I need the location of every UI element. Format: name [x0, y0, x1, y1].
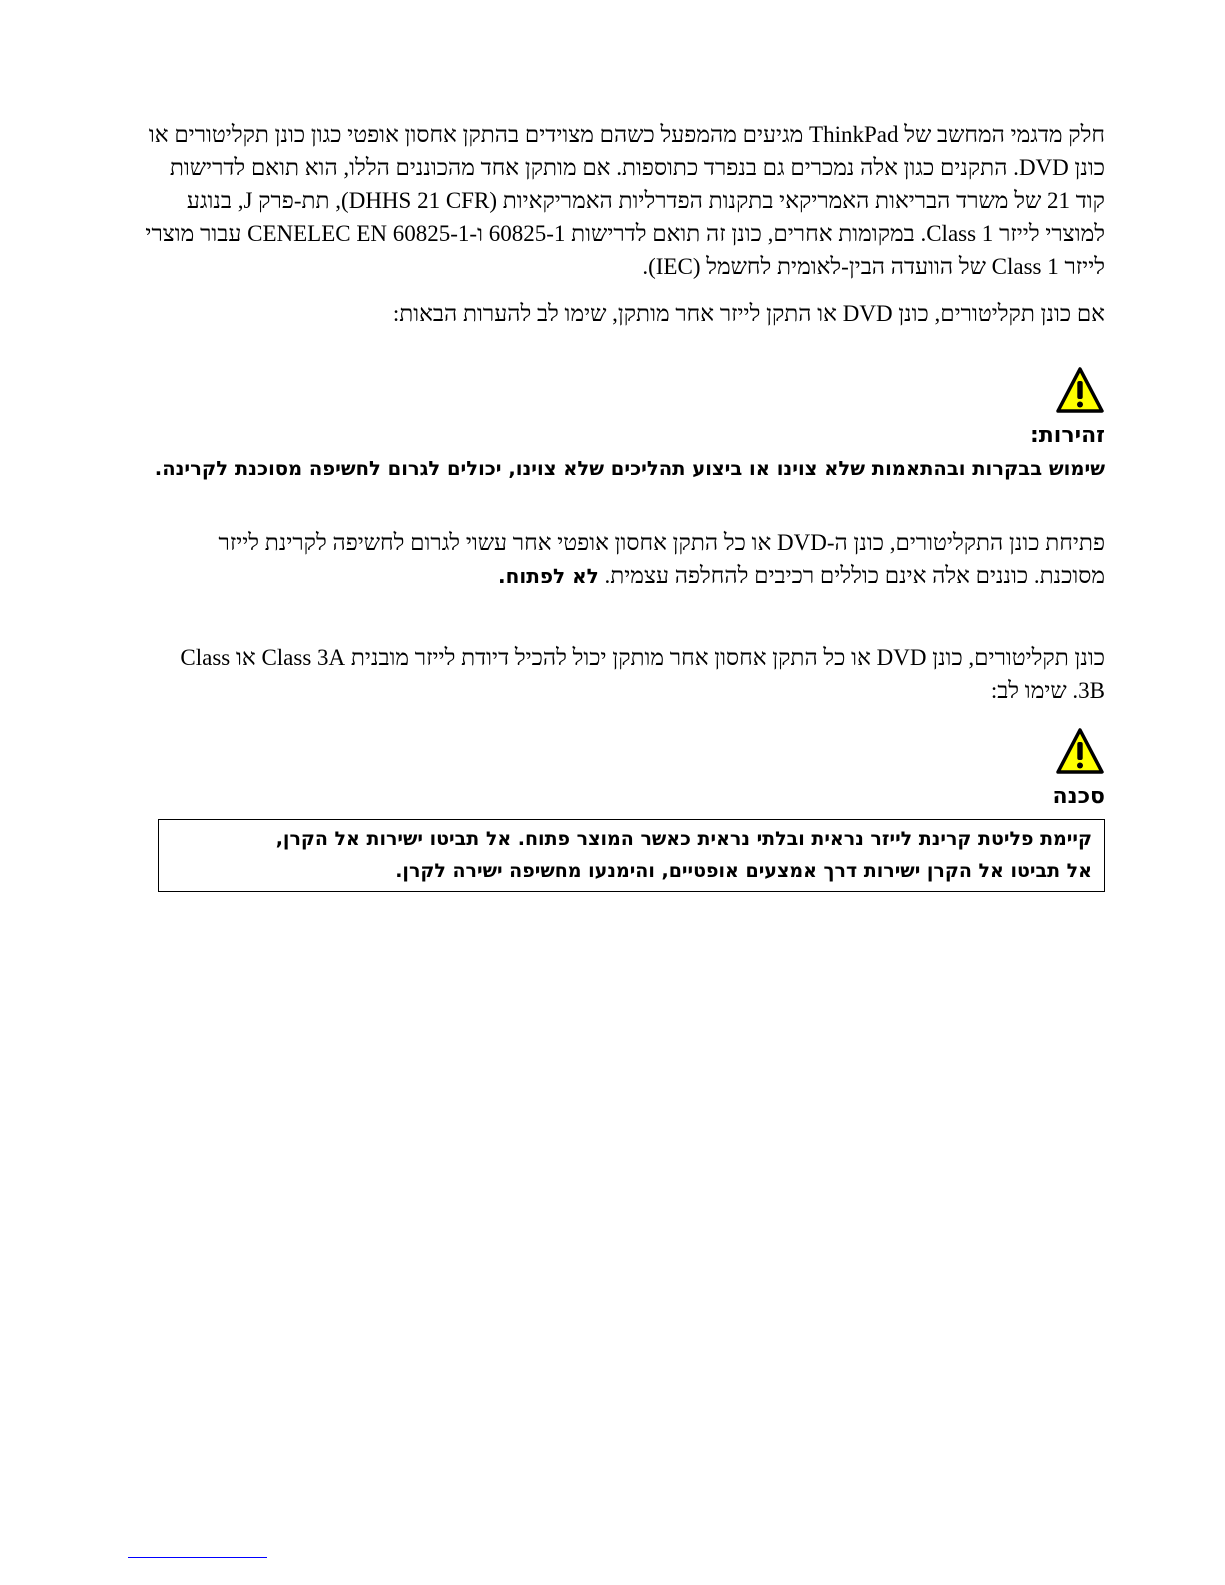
do-not-open-text: לא לפתוח.: [498, 564, 599, 588]
warning-triangle-icon: [1055, 366, 1105, 414]
open-drive-text: פתיחת כונן התקליטורים, כונן ה-DVD או כל התקן אחסון אופטי אחר עשוי לגרום לחשיפה לקרינת לייזר מסוכנת. כוננים אלה אינם כוללים רכיבים להחלפה עצמית.: [218, 530, 1105, 588]
document-page: [145, 118, 1105, 892]
intro-paragraph: חלק מדגמי המחשב של ThinkPad מגיעים מהמפעל כשהם מצוידים בהתקן אחסון אופטי כגון כונן תקליטורים או כונן DVD. התקנים כגון אלה נמכרים גם בנפרד כתוספות. אם מותקן אחד מהכוננים הללו, הוא תואם לדרישות קוד 21 של משרד הבריאות האמריקאי בתקנות הפדרליות האמריקאיות (DHHS 21 CFR), תת-פרק J, בנוגע למוצרי לייזר Class 1. במקומות אחרים, כונן זה תואם לדרישות 60825-1 ו-CENELEC EN 60825-1 עבור מוצרי לייזר Class 1 של הוועדה הבין-לאומית לחשמל (IEC).: [145, 122, 1105, 279]
danger-line-1: קיימת פליטת קרינת לייזר נראית ובלתי נראית כאשר המוצר פתוח. אל תביטו ישירות אל הקרן,: [275, 828, 1092, 850]
laser-diode-paragraph: כונן תקליטורים, כונן DVD או כל התקן אחסון אחר מותקן יכול להכיל דיודת לייזר מובנית Class 3A או Class 3B. שימו לב:: [180, 645, 1105, 703]
danger-notice-box: [158, 819, 1105, 892]
open-drive-paragraph: [145, 526, 1105, 593]
lead-paragraph: אם כונן תקליטורים, כונן DVD או התקן לייזר אחר מותקן, שימו לב להערות הבאות:: [392, 301, 1105, 326]
caution-heading: זהירות:: [1029, 423, 1105, 448]
danger-line-2: אל תביטו אל הקרן ישירות דרך אמצעים אופטיים, והימנעו מחשיפה ישירה לקרן.: [395, 860, 1092, 882]
caution-text: שימוש בבקרות ובהתאמות שלא צוינו או ביצוע תהליכים שלא צוינו, יכולים לגרום לחשיפה מסוכנת לקרינה.: [154, 457, 1105, 480]
danger-heading: סכנה: [1052, 784, 1105, 809]
footer-link-underline[interactable]: [128, 1557, 267, 1558]
danger-triangle-icon: [1055, 727, 1105, 775]
